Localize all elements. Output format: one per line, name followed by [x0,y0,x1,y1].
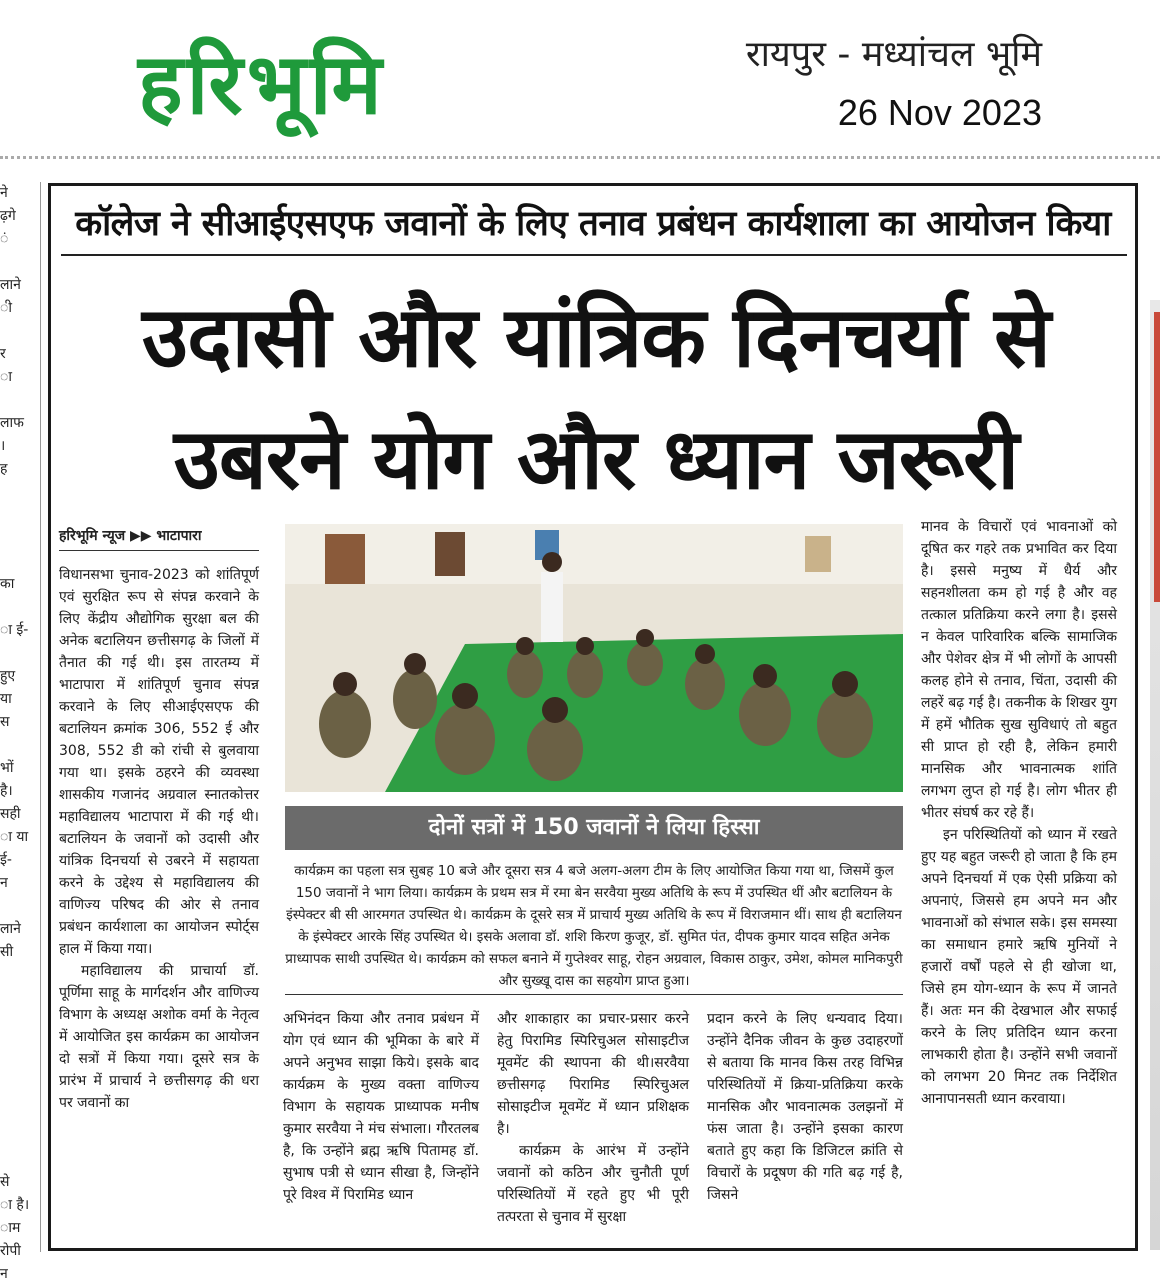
fragment-line: ाम [0,1220,21,1236]
right-page-edge-mark [1154,312,1160,602]
fragment-line [0,1056,34,1079]
kicker-divider [61,254,1127,256]
photo-illustration [285,524,903,792]
fragment-line [0,596,34,619]
fragment-line [0,642,34,665]
column-3-paragraph-1: और शाकाहार का प्रचार-प्रसार करने हेतु पिरामिड स्पिरिचुअल सोसाइटीज मूवमेंट की स्थापना की थी।सरवैया छत्तीसगढ़ पिरामिड स्पिरिचुअल सोसाइटीज मूवमेंट में ध्यान प्रशिक्षक है। [497,1011,689,1137]
fragment-line [0,964,34,987]
column-divider [40,182,41,1252]
fragment-line: लाने [0,921,21,937]
fragment-line [0,481,34,504]
fragment-line: है। [0,783,13,799]
article-headline [71,276,1121,520]
adjacent-article-fragment [0,182,34,1282]
caption-heading: दोनों सत्रों में 150 जवानों ने लिया हिस्सा [285,806,903,850]
fragment-line [0,1148,34,1171]
fragment-line: ई- [0,852,12,868]
fragment-line: भों [0,760,14,776]
column-1-paragraph-2: महाविद्यालय की प्राचार्या डॉ. पूर्णिमा साहू के मार्गदर्शन और वाणिज्य विभाग के अध्यक्ष अशोक वर्मा के नेतृत्व में आयोजित इस कार्यक्रम का आयोजन दो सत्रों में किया गया। दूसरे सत्र के प्रारंभ में प्राचार्य ने छत्तीसगढ़ की धरा पर जवानों का [59,963,259,1111]
caption-divider [285,994,903,995]
fragment-line: न [0,875,8,891]
byline: हरिभूमि न्यूज ▶▶ भाटापारा [59,528,202,544]
fragment-line [0,1102,34,1125]
fragment-line: सी [0,944,14,960]
fragment-line: ा [0,369,12,385]
column-2-paragraph-1: अभिनंदन किया और तनाव प्रबंधन में योग एवं ध्यान की भूमिका के बारे में अपने अनुभव साझा किये। इसके बाद कार्यक्रम के मुख्य वक्ता वाणिज्य विभाग के सहायक प्राध्यापक मनीष कुमार सरवैया ने मंच संभाला। गौरतलब है, कि उन्होंने ब्रह्म ऋषि पितामह डॉ. सुभाष पत्री से ध्यान सीखा है, जिन्होंने पूरे विश्व में पिरामिड ध्यान [283,1011,479,1203]
fragment-line: ा ई- [0,622,29,638]
fragment-line: ी [0,300,12,316]
fragment-line: । [0,438,6,454]
fragment-line: न [0,1266,8,1282]
fragment-line: ं [0,231,9,247]
fragment-line: ढ़गे [0,208,16,224]
newspaper-logo: हरिभूमि [138,35,386,133]
fragment-line [0,504,34,527]
fragment-line: से [0,1174,10,1190]
fragment-line: लाफ [0,415,24,431]
fragment-line [0,1079,34,1102]
article-kicker: कॉलेज ने सीआईएसएफ जवानों के लिए तनाव प्रबंधन कार्यशाला का आयोजन किया [75,204,1111,244]
fragment-line [0,251,34,274]
fragment-line: हुए [0,668,16,684]
fragment-line [0,1010,34,1033]
column-3-paragraph-2: कार्यक्रम के आरंभ में उन्होंने जवानों को कठिन और चुनौती पूर्ण परिस्थितियों में रहते हुए भी पूरी तत्परता से चुनाव में सुरक्षा [497,1143,689,1225]
fragment-line [0,987,34,1010]
fragment-line: ा है। [0,1197,30,1213]
article-column-5 [921,516,1117,1244]
fragment-line [0,1125,34,1148]
fragment-line: या [0,691,12,707]
column-4-paragraph-1: प्रदान करने के लिए धन्यवाद दिया। उन्होंने दैनिक जीवन के कुछ उदाहरणों से बताया कि मानव किस तरह विभिन्न परिस्थितियों में क्रिया-प्रतिक्रिया करके मानसिक और भावनात्मक उलझनों में फंस जाता है। उन्होंने इसका कारण बताते हुए कहा कि डिजिटल क्रांति से विचारों के प्रदूषण की गति बढ़ गई है, जिसने [707,1011,903,1203]
fragment-line: ह [0,461,8,477]
yoga-session-photo [285,524,903,792]
caption-text: कार्यक्रम का पहला सत्र सुबह 10 बजे और दूसरा सत्र 4 बजे अलग-अलग टीम के लिए आयोजित किया गया था, जिसमें कुल 150 जवानों ने भाग लिया। कार्यक्रम के प्रथम सत्र में रमा बेन सरवैया मुख्य अतिथि के रूप में उपस्थित थीं और बटालियन के इंस्पेक्टर बी सी आरमगत उपस्थित थे। कार्यक्रम के दूसरे सत्र में प्राचार्य मुख्य अतिथि के रूप में विराजमान थीं। साथ ही बटालियन के इंस्पेक्टर आरके सिंह उपस्थित थे। इसके अलावा डॉ. शशि किरण कुजूर, डॉ. सुमित पंत, दीपक कुमार यादव सहित अनेक प्राध्यापक साथी उपस्थित थे। कार्यक्रम को सफल बनाने में गुप्तेश्वर साहू, रोहन अग्रवाल, विकास ठाकुर, उमेश, कोमल मानिकपुरी और सुख्खू दास का सहयोग प्राप्त हुआ। [285,863,903,989]
column-5-paragraph-2: इन परिस्थितियों को ध्यान में रखते हुए यह बहुत जरूरी हो जाता है कि हम अपने दिनचर्या में एक ऐसी प्रक्रिया को अपनाएं, जिससे हम अपने मन और भावनाओं को संभाल सके। इस समस्या का समाधान हमारे ऋषि मुनियों ने हजारों वर्षों पहले से ही खोजा था, जिसे हम योग-ध्यान के रूप में जानते हैं। अतः मन की देखभाल और सफाई करने के लिए प्रतिदिन ध्यान करना लाभकारी होता है। उन्होंने सभी जवानों को लगभग 20 मिनट तक निर्देशित आनापानसती ध्यान करवाया। [921,827,1117,1107]
fragment-line: स [0,714,10,730]
edition-name: रायपुर - मध्यांचल भूमि [745,34,1042,75]
headline-line-2: उबरने योग और ध्यान जरूरी [173,410,1019,508]
fragment-line: रोपी [0,1243,21,1259]
fragment-line [0,527,34,550]
article-column-3 [497,1008,689,1244]
masthead [0,0,1160,150]
fragment-line [0,550,34,573]
article-column-4 [707,1008,903,1244]
fragment-line: ने [0,185,8,201]
fragment-line [0,389,34,412]
fragment-line: लाने [0,277,21,293]
column-5-paragraph-1: मानव के विचारों एवं भावनाओं को दूषित कर गहरे तक प्रभावित कर दिया है। इससे मनुष्य में धैर्य और सहनशीलता कम हो गई है और वह तत्काल प्रतिक्रिया करने लगा है। इससे न केवल पारिवारिक बल्कि सामाजिक और पेशेवर क्षेत्र में भी लोगों के आपसी कलह होने से तनाव, चिंता, उदासी की लहरें बढ़ गई है। तकनीक के शिखर युग में हमें भौतिक सुख सुविधाएं तो बहुत सी प्राप्त हो रही है, लेकिन हमारी मानसिक और भावनात्मक शांति लगभग लुप्त हो गई है। लोग भीतर ही भीतर संघर्ष कर रहे हैं। [921,519,1117,821]
fragment-line: ा या [0,829,29,845]
fragment-line: र [0,346,6,362]
article-column-2 [283,1008,479,1244]
fragment-line: सही [0,806,21,822]
byline-divider [59,550,259,551]
column-1-paragraph-1: विधानसभा चुनाव-2023 को शांतिपूर्ण एवं सुरक्षित रूप से संपन्न करवाने के लिए केंद्रीय औद्योगिक सुरक्षा बल की अनेक बटालियन छत्तीसगढ़ के जिलों में तैनात की गई थी। इस तारतम्य में भाटापारा में शांतिपूर्ण चुनाव संपन्न करवाने के लिए सीआईएसएफ की बटालियन क्रमांक 306, 552 ई और 308, 552 डी को रांची से बुलवाया गया था। इसके ठहरने की व्यवस्था शासकीय गजानंद अग्रवाल स्नातकोत्तर महाविद्यालय भाटापारा में की गई थी। बटालियन के जवानों को उदासी और यांत्रिक दिनचर्या से उबरने में सहायता करने के उद्देश्य से महाविद्यालय की वाणिज्य परिषद की ओर से तनाव प्रबंधन कार्यशाला का आयोजन स्पोर्ट्स हाल में किया गया। [59,567,259,957]
fragment-line: का [0,576,15,592]
fragment-line [0,1033,34,1056]
masthead-divider [0,156,1160,159]
news-article [48,183,1138,1251]
headline-line-1: उदासी और यांत्रिक दिनचर्या से [142,288,1050,386]
fragment-line [0,320,34,343]
publication-date: 26 Nov 2023 [837,92,1042,133]
fragment-line [0,895,34,918]
article-column-1 [59,564,259,1244]
fragment-line [0,734,34,757]
